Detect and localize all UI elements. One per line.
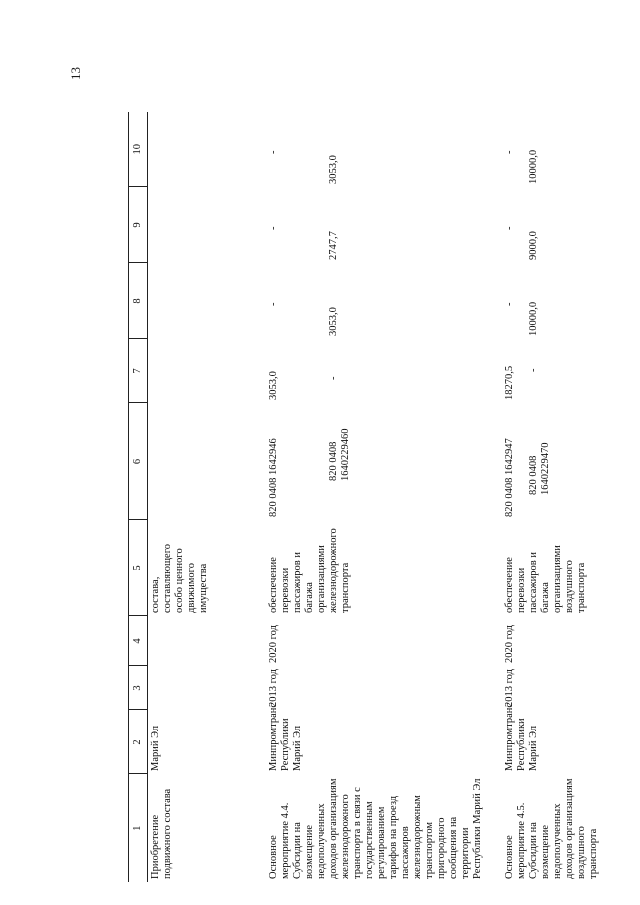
amount-cell <box>502 187 626 263</box>
budget-code-primary: 820 0408 1642946 <box>267 438 279 517</box>
budget-code-cell <box>148 403 266 520</box>
header-cell: 6 <box>129 403 148 520</box>
table-row <box>148 112 266 882</box>
start-year-cell <box>148 666 266 710</box>
start-year-cell: 2013 год <box>503 669 515 707</box>
executor-cell: Минпромтранс Республики Марий Эл <box>267 702 303 771</box>
table-row <box>266 112 502 882</box>
budget-code-secondary: 820 0408 1640229470 <box>527 442 551 495</box>
amount-value: 3053,0 <box>267 371 279 400</box>
amount-value: 9000,0 <box>527 231 539 260</box>
amount-cell <box>502 112 626 187</box>
header-cell: 3 <box>129 666 148 710</box>
header-cell: 7 <box>129 339 148 403</box>
budget-code-secondary: 820 0408 1640229460 <box>327 428 351 481</box>
amount-cell <box>148 263 266 339</box>
header-cell: 5 <box>129 520 148 616</box>
amount-value: 10000,0 <box>527 301 539 336</box>
end-year-cell <box>148 616 266 666</box>
amount-value: - <box>503 302 515 306</box>
amount-value: - <box>503 150 515 154</box>
amount-value: - <box>327 376 339 380</box>
page-number: 13 <box>68 67 83 80</box>
amount-cell <box>266 187 502 263</box>
amount-value: 3053,0 <box>327 155 339 184</box>
measure-name-cell: Основное мероприятие 4.4. Субсидии на возмещение недополученных доходов организациям железнодорожного транспорта в связи с государственным регулированием тарифов на проезд пассажиров железнодорожным транспортом пригородного сообщения на территории Республики Марий Эл <box>267 778 483 879</box>
purpose-cell: состава, составляющего особо ценного движимого имущества <box>150 544 209 613</box>
measure-name-cell: Основное мероприятие 4.5. Субсидии на возмещение недополученных доходов организациям воздушного транспорта <box>503 778 599 879</box>
amount-cell <box>266 339 502 403</box>
purpose-cell: обеспечение перевозки пассажиров и багажа организациями воздушного транспорта <box>503 545 587 613</box>
rotated-table-sheet <box>128 112 608 882</box>
amount-value: 2747,7 <box>327 231 339 260</box>
amount-value: 10000,0 <box>527 149 539 184</box>
amount-cell <box>148 187 266 263</box>
amount-cell <box>502 263 626 339</box>
amount-cell <box>148 112 266 187</box>
amount-cell <box>148 339 266 403</box>
purpose-cell: обеспечение перевозки пассажиров и багажа организациями железнодорожного транспорта <box>267 528 351 613</box>
header-cell: 8 <box>129 263 148 339</box>
header-cell: 4 <box>129 616 148 666</box>
amount-cell <box>266 263 502 339</box>
executor-cell: Марий Эл <box>150 725 161 771</box>
table-row <box>502 112 626 882</box>
amount-value: - <box>267 150 279 154</box>
end-year-cell: 2020 год <box>503 625 515 663</box>
amount-value: 18270,5 <box>503 365 515 400</box>
amount-value: - <box>267 226 279 230</box>
header-cell: 1 <box>129 774 148 882</box>
amount-cell <box>266 112 502 187</box>
amount-value: 3053,0 <box>327 307 339 336</box>
start-year-cell: 2013 год <box>267 669 279 707</box>
amount-value: - <box>267 302 279 306</box>
measure-name-cell: Приобретение подвижного состава <box>150 788 173 879</box>
budget-code-cell <box>266 403 502 520</box>
amount-cell <box>502 339 626 403</box>
amount-value: - <box>527 368 539 372</box>
budget-code-cell <box>502 403 626 520</box>
header-cell: 2 <box>129 710 148 774</box>
amount-value: - <box>503 226 515 230</box>
end-year-cell: 2020 год <box>267 625 279 663</box>
header-cell: 10 <box>129 112 148 187</box>
budget-code-primary: 820 0408 1642947 <box>503 438 515 517</box>
executor-cell: Минпромтранс Республики Марий Эл <box>503 702 539 771</box>
header-cell: 9 <box>129 187 148 263</box>
budget-table <box>128 112 626 882</box>
header-row <box>129 112 148 882</box>
